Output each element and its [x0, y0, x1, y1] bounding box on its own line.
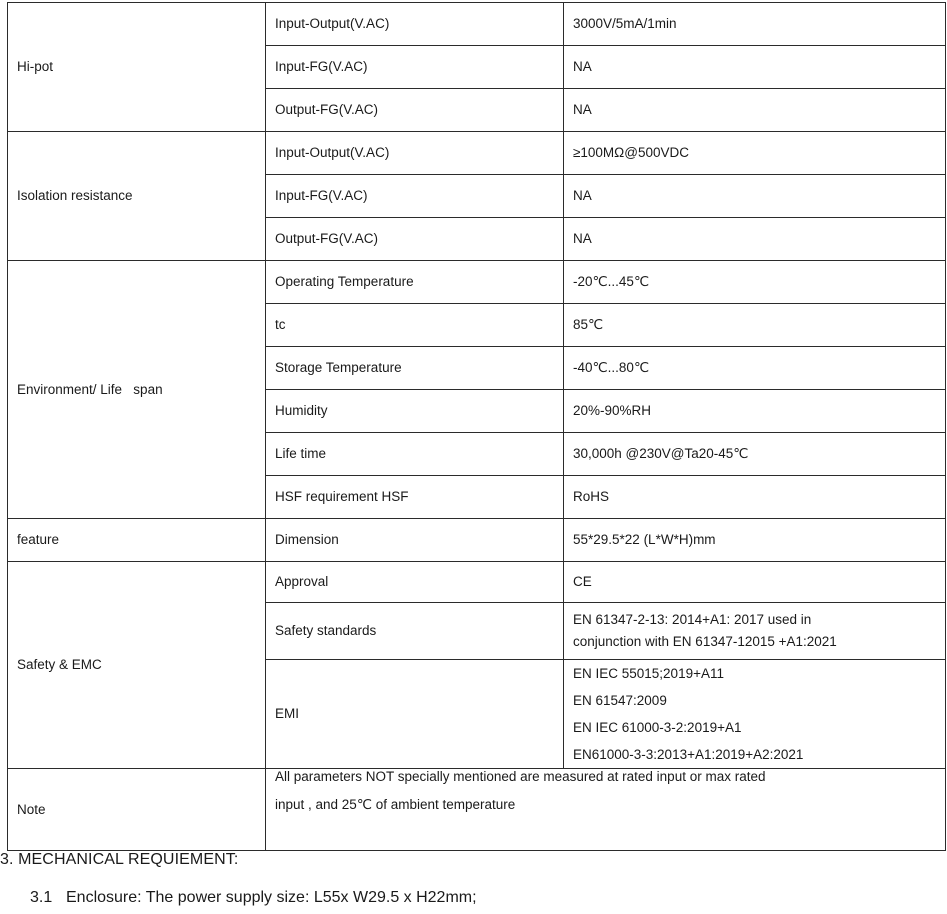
value-cell: 85℃ — [564, 304, 946, 347]
standards-line: EN 61347-2-13: 2014+A1: 2017 used in — [573, 612, 812, 627]
value-cell: ≥100MΩ@500VDC — [564, 132, 946, 175]
value-cell: CE — [564, 562, 946, 603]
param-cell: Output-FG(V.AC) — [266, 218, 564, 261]
value-cell: 55*29.5*22 (L*W*H)mm — [564, 519, 946, 562]
emi-line: EN IEC 61000-3-2:2019+A1 — [573, 720, 742, 735]
table-row — [8, 261, 946, 304]
table-row — [8, 519, 946, 562]
value-cell: NA — [564, 175, 946, 218]
note-line: input , and 25℃ of ambient temperature — [275, 797, 516, 812]
note-cell — [266, 769, 946, 851]
hipot-label: Hi-pot — [8, 3, 266, 132]
section-heading: 3. MECHANICAL REQUIEMENT: — [0, 851, 239, 868]
param-cell: EMI — [266, 660, 564, 769]
value-cell: -40℃...80℃ — [564, 347, 946, 390]
param-cell: Input-Output(V.AC) — [266, 132, 564, 175]
value-cell: RoHS — [564, 476, 946, 519]
section-item-text: Enclosure: The power supply size: L55x W29.5 x H22mm; — [66, 889, 477, 906]
param-cell: tc — [266, 304, 564, 347]
value-cell — [564, 660, 946, 769]
param-cell: Output-FG(V.AC) — [266, 89, 564, 132]
param-cell: Dimension — [266, 519, 564, 562]
emi-line: EN IEC 55015;2019+A11 — [573, 666, 724, 681]
param-cell: Humidity — [266, 390, 564, 433]
section-item — [30, 889, 477, 907]
param-cell: Storage Temperature — [266, 347, 564, 390]
spec-table — [7, 2, 946, 851]
table-row — [8, 3, 946, 46]
param-cell: Input-Output(V.AC) — [266, 3, 564, 46]
param-cell: Safety standards — [266, 603, 564, 660]
param-cell: Operating Temperature — [266, 261, 564, 304]
table-row — [8, 132, 946, 175]
param-cell: Input-FG(V.AC) — [266, 46, 564, 89]
param-cell: Approval — [266, 562, 564, 603]
feature-label: feature — [8, 519, 266, 562]
value-cell: NA — [564, 218, 946, 261]
isolation-label: Isolation resistance — [8, 132, 266, 261]
emi-line: EN61000-3-3:2013+A1:2019+A2:2021 — [573, 747, 804, 762]
param-cell: HSF requirement HSF — [266, 476, 564, 519]
param-cell: Life time — [266, 433, 564, 476]
table-row — [8, 769, 946, 851]
note-label: Note — [8, 769, 266, 851]
emi-line: EN 61547:2009 — [573, 693, 667, 708]
value-cell: 3000V/5mA/1min — [564, 3, 946, 46]
value-cell — [564, 603, 946, 660]
value-cell: NA — [564, 46, 946, 89]
environment-label: Environment/ Life span — [8, 261, 266, 519]
section-item-number: 3.1 — [30, 889, 53, 906]
value-cell: -20℃...45℃ — [564, 261, 946, 304]
value-cell: NA — [564, 89, 946, 132]
value-cell: 30,000h @230V@Ta20-45℃ — [564, 433, 946, 476]
value-cell: 20%-90%RH — [564, 390, 946, 433]
note-line: All parameters NOT specially mentioned are measured at rated input or max rated — [275, 769, 766, 784]
standards-line: conjunction with EN 61347-12015 +A1:2021 — [573, 634, 837, 649]
table-row — [8, 562, 946, 603]
param-cell: Input-FG(V.AC) — [266, 175, 564, 218]
safety-label: Safety & EMC — [8, 562, 266, 769]
